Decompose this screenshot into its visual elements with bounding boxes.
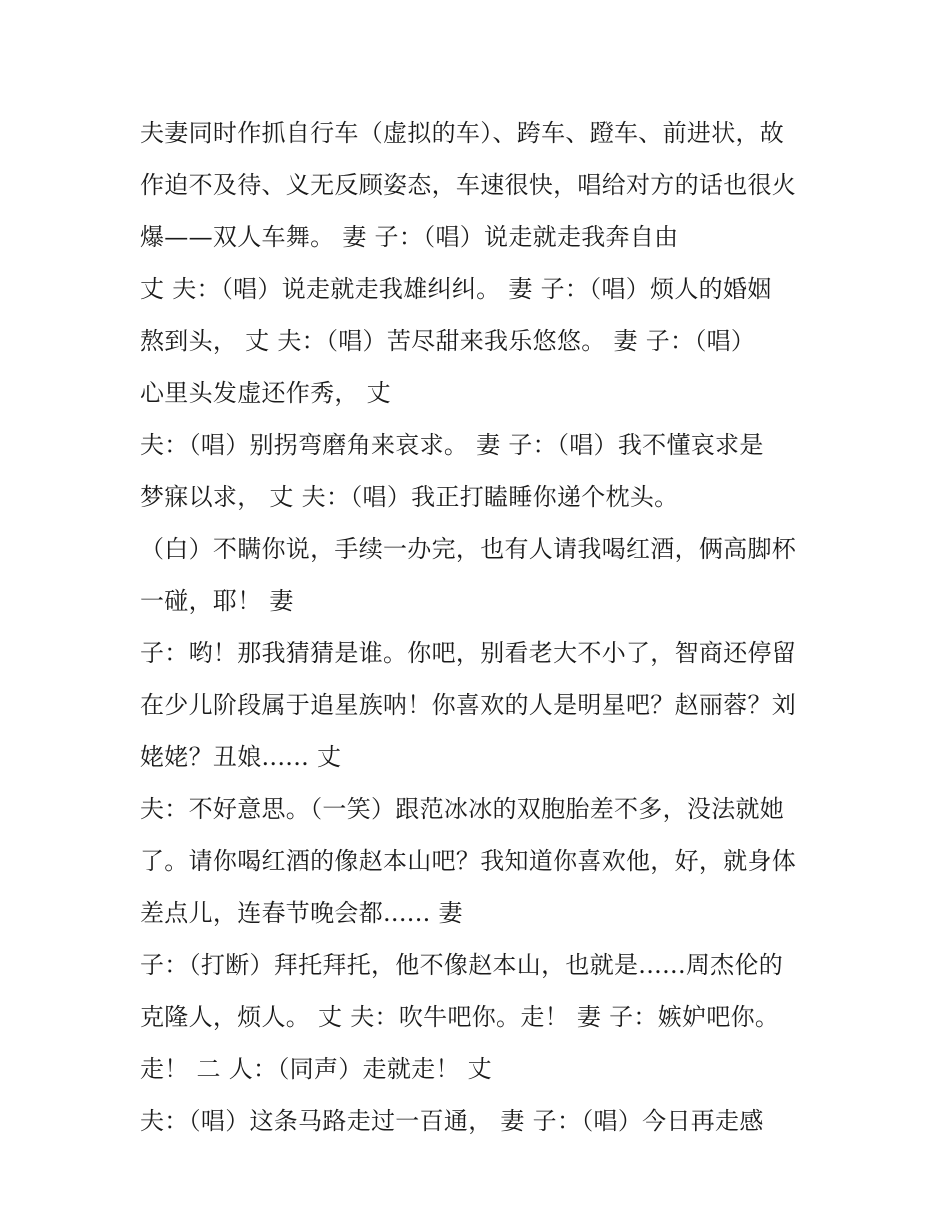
- text-line: 丈 夫：（唱）说走就走我雄纠纠。 妻 子：（唱）烦人的婚姻: [140, 275, 772, 303]
- text-line: 走！ 二 人：（同声）走就走！ 丈: [140, 1055, 492, 1083]
- text-line: 心里头发虚还作秀， 丈: [140, 379, 391, 407]
- text-line: 爆——双人车舞。 妻 子：（唱）说走就走我奔自由: [140, 223, 679, 251]
- text-line: 子：哟！那我猜猜是谁。你吧，别看老大不小了，智商还停留: [140, 639, 797, 667]
- text-line: 在少儿阶段属于追星族呐！你喜欢的人是明星吧？赵丽蓉？刘: [140, 691, 797, 719]
- text-line: 克隆人，烦人。 丈 夫：吹牛吧你。走！ 妻 子：嫉妒吧你。: [140, 1003, 780, 1031]
- text-line: 夫：（唱）别拐弯磨角来哀求。 妻 子：（唱）我不懂哀求是: [140, 431, 764, 459]
- text-line: 梦寐以求， 丈 夫：（唱）我正打瞌睡你递个枕头。: [140, 483, 679, 511]
- text-line: 夫：不好意思。（一笑）跟范冰冰的双胞胎差不多，没法就她: [140, 795, 785, 823]
- text-line: 夫妻同时作抓自行车（虚拟的车）、跨车、蹬车、前进状，故: [140, 119, 785, 147]
- text-line: 熬到头， 丈 夫：（唱）苦尽甜来我乐悠悠。 妻 子：（唱）: [140, 327, 756, 355]
- text-line: 子：（打断）拜托拜托，他不像赵本山，也就是......周杰伦的: [140, 951, 784, 979]
- text-line: 夫：（唱）这条马路走过一百通， 妻 子：（唱）今日再走感: [140, 1107, 764, 1135]
- document-page: [140, 107, 820, 1147]
- text-line: （白）不瞒你说，手续一办完，也有人请我喝红酒，俩高脚杯: [140, 535, 797, 563]
- text-line: 了。请你喝红酒的像赵本山吧？我知道你喜欢他，好，就身体: [140, 847, 797, 875]
- text-line: 姥姥？丑娘...... 丈: [140, 743, 342, 771]
- text-line: 差点儿，连春节晚会都...... 妻: [140, 899, 463, 927]
- text-line: 作迫不及待、义无反顾姿态，车速很快，唱给对方的话也很火: [140, 171, 797, 199]
- text-line: 一碰，耶！ 妻: [140, 587, 294, 615]
